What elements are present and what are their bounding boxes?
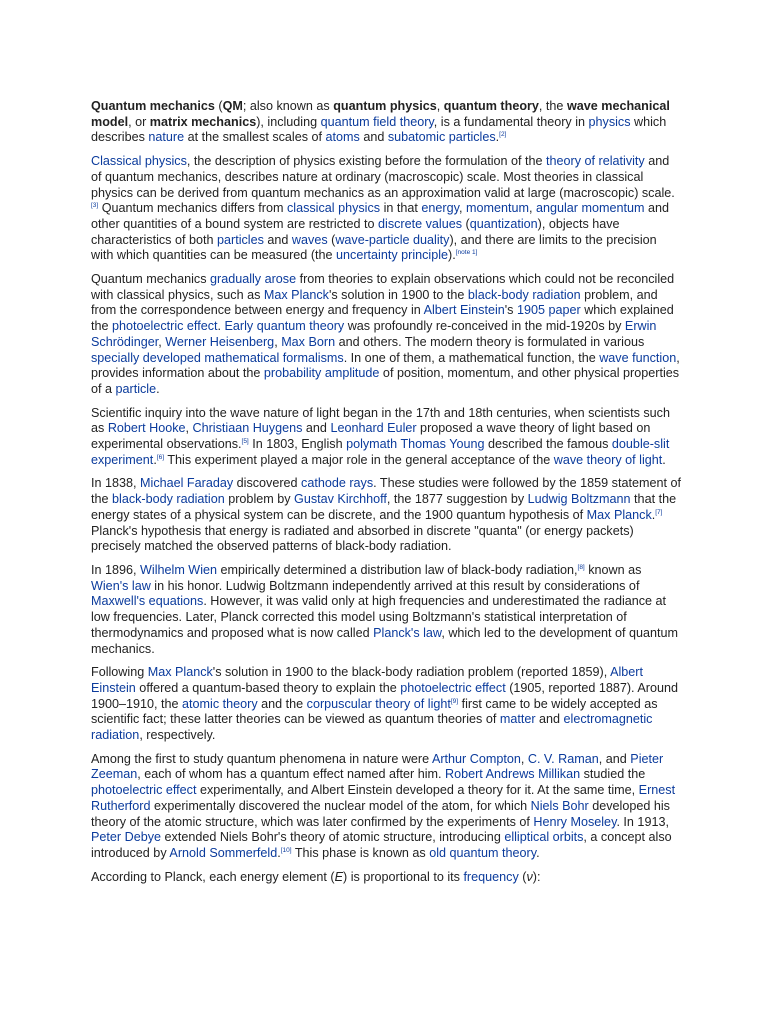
text-run: , the 1877 suggestion by [386, 492, 528, 507]
link-albert-einstein[interactable]: Albert Einstein [423, 303, 505, 318]
text-run: and the [257, 696, 307, 711]
text-run: According to Planck, each energy element ( [91, 869, 335, 884]
text-run: Quantum mechanics differs from [98, 201, 287, 216]
text-run: ) is proportional to its [343, 869, 464, 884]
text-run: problem, and from the correspondence between energy and frequency in [91, 287, 658, 318]
paragraph-6 [91, 563, 681, 657]
text-run: and [302, 421, 331, 436]
link-black-body-radiation[interactable]: black-body radiation [467, 287, 581, 302]
link-electromagnetic-radiation[interactable]: electromagnetic radiation [91, 712, 653, 743]
bold-term: matrix mechanics [149, 114, 257, 129]
link-wave-theory-of-light[interactable]: wave theory of light [553, 452, 663, 467]
text-run: . [651, 507, 656, 522]
text-run: ( [462, 216, 470, 231]
link-arnold-sommerfeld[interactable]: Arnold Sommerfeld [169, 845, 278, 860]
link-waves[interactable]: waves [291, 232, 328, 247]
link-photoelectric-effect[interactable]: photoelectric effect [400, 680, 506, 695]
text-run: , or [128, 114, 150, 129]
text-run: In 1803, English [248, 437, 347, 452]
text-run: and [263, 232, 292, 247]
link-robert-hooke[interactable]: Robert Hooke [107, 421, 186, 436]
text-run: which explained the [91, 303, 674, 334]
citation-link[interactable]: [10] [280, 846, 292, 854]
text-run: proposed a wave theory of light based on experimental observations. [91, 421, 651, 452]
citation [456, 249, 478, 256]
link-polymath[interactable]: polymath [346, 437, 398, 452]
text-run: , [274, 334, 282, 349]
bold-term: wave mechanical model [91, 99, 670, 129]
text-run: extended Niels Bohr's theory of atomic structure, introducing [161, 830, 505, 845]
paragraph-9 [91, 870, 681, 886]
link-cathode-rays[interactable]: cathode rays [301, 476, 374, 491]
text-run: , [185, 421, 193, 436]
citation [578, 564, 585, 571]
link-discrete-values[interactable]: discrete values [378, 216, 463, 231]
citation [281, 847, 292, 854]
article-body [91, 99, 681, 893]
italic-symbol: ν [526, 869, 533, 884]
link-specially-developed-mathematical-formalisms[interactable]: specially developed mathematical formalisms [91, 350, 344, 365]
text-run: first came to be widely accepted as scientific fact; these latter theories can be viewed as quantum theories of [91, 696, 658, 727]
text-run: in that [380, 201, 422, 216]
text-run: 's solution in 1900 to the [328, 287, 468, 302]
link-physics[interactable]: physics [588, 114, 631, 129]
citation-link[interactable]: [3] [91, 202, 99, 210]
text-run: discovered [233, 476, 302, 491]
link-photoelectric-effect[interactable]: photoelectric effect [91, 783, 197, 798]
link-quantization[interactable]: quantization [469, 216, 538, 231]
text-run: ( [327, 232, 336, 247]
text-run: , a concept also introduced by [91, 830, 672, 860]
link-werner-heisenberg[interactable]: Werner Heisenberg [165, 334, 275, 349]
link-black-body-radiation[interactable]: black-body radiation [112, 492, 225, 507]
paragraph-1 [91, 99, 681, 146]
text-run: and [359, 130, 388, 145]
citation-link[interactable]: [5] [241, 438, 249, 446]
text-run: and other quantities of a bound system are restricted to [91, 201, 669, 231]
link-photoelectric-effect[interactable]: photoelectric effect [112, 319, 218, 334]
text-run: . However, it was valid only at high frequencies and underestimated the radiance at low frequencies. Later, Planck corrected this model using Boltzmann's statistical interpretation of thermodynamics and proposed what is now called [91, 594, 667, 640]
link-theory-of-relativity[interactable]: theory of relativity [546, 154, 645, 169]
text-run: Quantum mechanics [91, 272, 210, 287]
link-1905-paper[interactable]: 1905 paper [516, 303, 581, 318]
bold-term: Quantum mechanics [91, 99, 215, 113]
link-momentum[interactable]: momentum [465, 201, 529, 216]
text-run: , the [538, 99, 567, 113]
text-run: . [156, 381, 160, 396]
text-run: studied the [580, 767, 646, 782]
text-run: . [495, 130, 500, 145]
citation-link[interactable]: [9] [450, 697, 459, 705]
text-run: ; also known as [242, 99, 334, 113]
text-run: empirically determined a distribution law of black-body radiation, [217, 562, 578, 577]
text-run: ), objects have characteristics of both [91, 216, 620, 247]
link-wilhelm-wien[interactable]: Wilhelm Wien [140, 562, 218, 577]
link-thomas-young[interactable]: Thomas Young [400, 437, 485, 452]
link-arthur-compton[interactable]: Arthur Compton [431, 751, 521, 766]
text-run: , the description of physics existing before the formulation of the [186, 154, 547, 169]
text-run: . [277, 845, 281, 860]
text-run: at the smallest scales of [184, 130, 326, 145]
link-max-planck[interactable]: Max Planck [586, 507, 652, 522]
paragraph-3 [91, 272, 681, 398]
text-run: experimentally, and Albert Einstein developed a theory for it. At the same time, [196, 783, 639, 798]
link-gustav-kirchhoff[interactable]: Gustav Kirchhoff [294, 492, 387, 507]
link-corpuscular-theory-of-light[interactable]: corpuscular theory of light [306, 696, 451, 711]
text-run: , respectively. [139, 728, 216, 743]
text-run: and [535, 712, 564, 727]
text-run: ), including [256, 114, 321, 129]
link-old-quantum-theory[interactable]: old quantum theory [429, 845, 537, 860]
text-run: , [436, 99, 444, 113]
italic-symbol: E [334, 869, 344, 884]
link-classical-physics[interactable]: classical physics [286, 201, 381, 216]
text-run: This phase is known as [291, 845, 430, 860]
citation [655, 509, 662, 516]
text-run: Among the first to study quantum phenomena in nature were [91, 751, 432, 766]
citation-link[interactable]: [note 1] [455, 249, 478, 257]
text-run: which describes [91, 114, 667, 145]
text-run: ): [532, 869, 541, 884]
citation [499, 131, 506, 138]
paragraph-8 [91, 752, 681, 862]
text-run: was profoundly re-conceived in the mid-1920s by [344, 319, 625, 334]
text-run: , [528, 201, 536, 216]
link-christiaan-huygens[interactable]: Christiaan Huygens [192, 421, 303, 436]
text-run: , [158, 334, 166, 349]
citation-link[interactable]: [8] [577, 563, 585, 571]
text-run: and others. The modern theory is formulated in various [335, 334, 645, 349]
link-max-born[interactable]: Max Born [281, 334, 336, 349]
paragraph-7 [91, 665, 681, 744]
link-angular-momentum[interactable]: angular momentum [535, 201, 645, 216]
link-erwin-schr-dinger[interactable]: Erwin Schrödinger [91, 319, 657, 349]
text-run: ). [448, 248, 456, 263]
text-run: Planck's hypothesis that energy is radiated and absorbed in discrete "quanta" (or energy packets) precisely matched the observed patterns of black-body radiation. [91, 523, 634, 554]
paragraph-2 [91, 154, 681, 264]
text-run: . [153, 452, 157, 467]
text-run: of position, momentum, and other physical properties of a [91, 366, 680, 396]
citation [242, 438, 249, 445]
text-run: offered a quantum-based theory to explain the [135, 680, 401, 695]
text-run: , and [598, 751, 631, 766]
link-henry-moseley[interactable]: Henry Moseley [533, 814, 617, 829]
text-run: . These studies were followed by the 1859 statement of the [91, 476, 681, 507]
link-gradually-arose[interactable]: gradually arose [210, 272, 297, 287]
link-atoms[interactable]: atoms [325, 130, 360, 145]
text-run: , [520, 751, 528, 766]
citation-link[interactable]: [7] [655, 508, 663, 516]
text-run: Scientific inquiry into the wave nature of light began in the 17th and 18th centuries, when scientists such as [91, 405, 670, 436]
link-robert-andrews-millikan[interactable]: Robert Andrews Millikan [445, 767, 581, 782]
bold-term: quantum theory [443, 99, 539, 113]
link-pieter-zeeman[interactable]: Pieter Zeeman [91, 751, 664, 782]
text-run: , is a fundamental theory in [433, 114, 589, 129]
link-max-planck[interactable]: Max Planck [147, 665, 213, 680]
link-double-slit-experiment[interactable]: double-slit experiment [91, 437, 670, 467]
text-run: (1905, reported 1887). Around 1900–1910, the [91, 680, 678, 711]
link-wave-particle-duality[interactable]: wave-particle duality [335, 232, 450, 247]
text-run: ), and there are limits to the precision with which quantities can be measured (the [91, 232, 657, 263]
text-run: . [217, 319, 225, 334]
link-particle[interactable]: particle [115, 381, 157, 396]
text-run: This experiment played a major role in the general acceptance of the [164, 452, 554, 467]
text-run: Following [91, 665, 148, 680]
link-max-planck[interactable]: Max Planck [263, 287, 329, 302]
text-run: known as [584, 562, 642, 577]
citation-link[interactable]: [6] [156, 453, 165, 461]
text-run: , [458, 201, 466, 216]
link-atomic-theory[interactable]: atomic theory [182, 696, 258, 711]
link-quantum-field-theory[interactable]: quantum field theory [320, 114, 434, 129]
link-matter[interactable]: matter [499, 712, 536, 727]
citation [157, 454, 164, 461]
link-maxwell-s-equations[interactable]: Maxwell's equations [91, 594, 204, 609]
link-probability-amplitude[interactable]: probability amplitude [263, 366, 380, 381]
link-elliptical-orbits[interactable]: elliptical orbits [504, 830, 584, 845]
paragraph-5 [91, 476, 681, 555]
text-run: and of quantum mechanics, describes nature at ordinary (macroscopic) scale. Most theories in classical physics can be derived from quantum mechanics as an approximation valid at large (macroscopic) scale. [91, 154, 675, 200]
text-run: In 1896, [91, 562, 141, 577]
text-run: In 1838, [91, 476, 141, 491]
text-run: . [536, 845, 540, 860]
link-niels-bohr[interactable]: Niels Bohr [530, 798, 589, 813]
link-classical-physics[interactable]: Classical physics [91, 154, 187, 169]
text-run: that the energy states of a physical system can be discrete, and the 1900 quantum hypothesis of [91, 492, 677, 522]
link-wien-s-law[interactable]: Wien's law [91, 578, 151, 593]
text-run: 's solution in 1900 to the black-body radiation problem (reported 1859), [212, 665, 611, 680]
link-albert-einstein[interactable]: Albert Einstein [91, 665, 643, 695]
link-frequency[interactable]: frequency [463, 869, 519, 884]
text-run: , provides information about the [91, 350, 680, 381]
text-run: . [662, 452, 666, 467]
link-michael-faraday[interactable]: Michael Faraday [140, 476, 234, 491]
link-energy[interactable]: energy [421, 201, 459, 216]
link-planck-s-law[interactable]: Planck's law [373, 625, 442, 640]
text-run: experimentally discovered the nuclear model of the atom, for which [150, 798, 531, 813]
link-ludwig-boltzmann[interactable]: Ludwig Boltzmann [527, 492, 631, 507]
text-run: problem by [224, 492, 295, 507]
text-run: described the famous [484, 437, 612, 452]
link-c-v-raman[interactable]: C. V. Raman [527, 751, 599, 766]
text-run: developed his theory of the atomic structure, which was later confirmed by the experiments of [91, 798, 670, 829]
text-run: ( [518, 869, 527, 884]
link-subatomic-particles[interactable]: subatomic particles [387, 130, 496, 145]
link-particles[interactable]: particles [217, 232, 264, 247]
bold-term: QM [222, 99, 243, 113]
text-run: in his honor. Ludwig Boltzmann independently arrived at this result by considerations of [150, 578, 640, 593]
link-early-quantum-theory[interactable]: Early quantum theory [224, 319, 345, 334]
link-peter-debye[interactable]: Peter Debye [91, 830, 162, 845]
link-uncertainty-principle[interactable]: uncertainty principle [336, 248, 449, 263]
link-wave-function[interactable]: wave function [599, 350, 677, 365]
paragraph-4 [91, 406, 681, 469]
text-run: . In 1913, [616, 814, 669, 829]
text-run: ( [214, 99, 223, 113]
text-run: 's [504, 303, 517, 318]
link-ernest-rutherford[interactable]: Ernest Rutherford [91, 783, 676, 813]
text-run: from theories to explain observations which could not be reconciled with classical physics, such as [91, 272, 675, 302]
citation-link[interactable]: [2] [499, 131, 507, 139]
text-run: , which led to the development of quantum mechanics. [91, 625, 678, 656]
text-run: , each of whom has a quantum effect named after him. [137, 767, 445, 782]
link-nature[interactable]: nature [148, 130, 185, 145]
bold-term: quantum physics [333, 99, 437, 113]
link-leonhard-euler[interactable]: Leonhard Euler [330, 421, 417, 436]
text-run: . In one of them, a mathematical function, the [343, 350, 600, 365]
